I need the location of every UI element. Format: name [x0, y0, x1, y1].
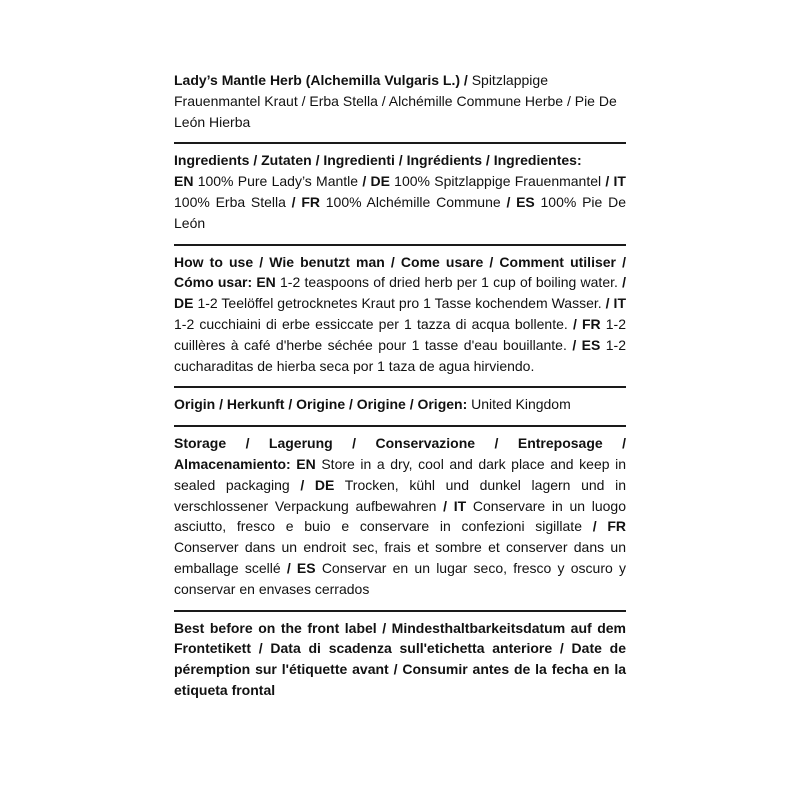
ingredients-section — [174, 149, 626, 243]
ingredients-de: 100% Spitzlappige Frauenmantel — [389, 173, 606, 190]
how-to-use-es: 1-2 cucharaditas de hierba seca por 1 taza de agua hirviendo. — [174, 336, 627, 374]
product-name-latin: Lady’s Mantle Herb (Alchemilla Vulgaris L.) / — [174, 72, 468, 88]
lang-code-it: / IT — [605, 173, 626, 190]
ingredients-es: 100% Pie De León — [174, 193, 626, 231]
ingredients-it: 100% Erba Stella — [174, 193, 292, 210]
storage-es: Conservar en un lugar seco, fresco y oscuro y conservar en envases cerrados — [174, 559, 626, 597]
section-divider — [174, 610, 626, 612]
storage-heading: Storage / Lagerung / Conservazione / Entreposage / Almacenamiento: — [174, 435, 626, 472]
lang-code-en: EN — [290, 455, 316, 472]
how-to-use-section — [174, 251, 626, 387]
how-to-use-text — [174, 252, 626, 377]
lang-code-de: / DE — [300, 476, 335, 493]
product-name-section — [174, 69, 626, 142]
section-divider — [174, 244, 626, 246]
lang-code-es: / ES — [506, 193, 535, 210]
section-divider — [174, 386, 626, 388]
product-name — [174, 70, 626, 132]
best-before-text — [174, 618, 626, 701]
best-before-statement: Best before on the front label / Mindesthaltbarkeitsdatum auf dem Frontetikett / Data di scadenza sull'etichetta anteriore / Date de péremption sur l'étiquette avant / Consumir antes de la fecha en la etiqueta frontal — [174, 619, 626, 698]
how-to-use-en: 1-2 teaspoons of dried herb per 1 cup of boiling water. — [275, 274, 623, 291]
origin-heading: Origin / Herkunft / Origine / Origine / Origen: — [174, 396, 468, 413]
storage-it: Conservare in un luogo asciutto, fresco e buio e conservare in confezioni sigillate — [174, 497, 626, 535]
section-divider — [174, 425, 626, 427]
product-label — [174, 69, 626, 711]
lang-code-fr: / FR — [592, 518, 626, 535]
best-before-section — [174, 617, 626, 711]
how-to-use-it: 1-2 cucchiaini di erbe essiccate per 1 tazza di acqua bollente. — [174, 315, 573, 332]
lang-code-en: EN — [174, 173, 194, 190]
lang-code-es: / ES — [572, 336, 601, 353]
lang-code-de: / DE — [174, 274, 626, 312]
lang-code-fr: / FR — [572, 315, 601, 332]
storage-de: Trocken, kühl und dunkel lagern und in verschlossener Verpackung aufbewahren — [174, 476, 626, 514]
how-to-use-heading: How to use / Wie benutzt man / Come usare / Comment utiliser / Cómo usar: — [174, 253, 626, 291]
how-to-use-de: 1-2 Teelöffel getrocknetes Kraut pro 1 Tasse kochendem Wasser. — [193, 295, 606, 312]
origin-value: United Kingdom — [467, 396, 571, 413]
ingredients-en: 100% Pure Lady’s Mantle — [193, 173, 363, 190]
ingredients-text — [174, 150, 626, 233]
origin-text — [174, 394, 626, 415]
lang-code-it: / IT — [605, 295, 626, 312]
storage-section — [174, 432, 626, 609]
lang-code-de: / DE — [362, 173, 390, 190]
lang-code-fr: / FR — [291, 193, 320, 210]
lang-code-es: / ES — [286, 559, 316, 576]
section-divider — [174, 142, 626, 144]
how-to-use-fr: 1-2 cuillères à café d'herbe séchée pour 1 tasse d'eau bouillante. — [174, 315, 626, 353]
product-name-translations: Spitzlappige Frauenmantel Kraut / Erba Stella / Alchémille Commune Herbe / Pie De León Hierba — [174, 72, 617, 130]
lang-code-it: / IT — [443, 497, 467, 514]
lang-code-en: EN — [252, 274, 276, 291]
origin-section — [174, 393, 626, 425]
ingredients-heading: Ingredients / Zutaten / Ingredienti / Ingrédients / Ingredientes: — [174, 152, 582, 169]
storage-text — [174, 433, 626, 599]
ingredients-fr: 100% Alchémille Commune — [319, 193, 507, 210]
storage-fr: Conserver dans un endroit sec, frais et sombre et conserver dans un emballage scellé — [174, 539, 626, 576]
storage-en: Store in a dry, cool and dark place and keep in sealed packaging — [174, 455, 626, 493]
